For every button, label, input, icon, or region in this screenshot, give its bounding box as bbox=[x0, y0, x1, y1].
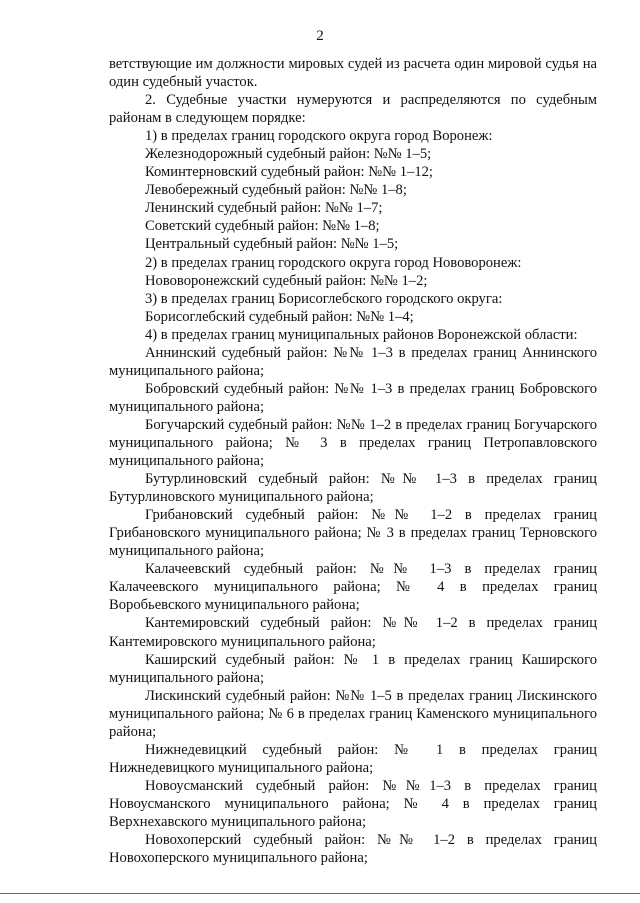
district-line: Советский судебный район: №№ 1–8; bbox=[145, 218, 380, 235]
district-paragraph: Кантемировский судебный район: №№ 1–2 в пределах границ Кантемировского муниципального района; bbox=[109, 615, 597, 650]
district-paragraph: Аннинский судебный район: №№ 1–3 в пределах границ Аннинского муниципального района; bbox=[109, 344, 597, 379]
municipal-heading: 4) в пределах границ муниципальных районов Воронежской области: bbox=[145, 326, 578, 343]
district-line: Левобережный судебный район: №№ 1–8; bbox=[145, 182, 407, 199]
district-paragraph: Бутурлиновский судебный район: №№ 1–3 в пределах границ Бутурлиновского муниципального района; bbox=[109, 471, 597, 506]
district-paragraph: Каширский судебный район: № 1 в пределах границ Каширского муниципального района; bbox=[109, 651, 597, 686]
district-line: Нововоронежский судебный район: №№ 1–2; bbox=[145, 272, 428, 289]
borisoglebsk-heading: 3) в пределах границ Борисоглебского городского округа: bbox=[145, 290, 503, 307]
district-line: Борисоглебский судебный район: №№ 1–4; bbox=[145, 308, 414, 325]
district-line: Ленинский судебный район: №№ 1–7; bbox=[145, 200, 383, 217]
district-paragraph: Богучарский судебный район: №№ 1–2 в пределах границ Богучарского муниципального района; № 3 в пределах границ Петропавловского муниципального района; bbox=[109, 416, 597, 470]
document-body bbox=[109, 55, 597, 867]
district-paragraph: Лискинский судебный район: №№ 1–5 в пределах границ Лискинского муниципального района; № 6 в пределах границ Каменского муниципального района; bbox=[109, 687, 597, 740]
district-paragraph: Новоусманский судебный район: №№1–3 в пределах границ Новоусманского муниципального района; № 4 в пределах границ Верхнехавского муниципального района; bbox=[109, 777, 597, 830]
district-line: Коминтерновский судебный район: №№ 1–12; bbox=[145, 164, 433, 181]
district-paragraph: Калачеевский судебный район: №№ 1–3 в пределах границ Калачеевского муниципального района; № 4 в пределах границ Воробьевского муниципального района; bbox=[109, 561, 597, 614]
district-paragraph: Нижнедевицкий судебный район: № 1 в пределах границ Нижнедевицкого муниципального района; bbox=[109, 741, 597, 776]
district-paragraph: Новохоперский судебный район: №№ 1–2 в пределах границ Новохоперского муниципального района; bbox=[109, 832, 597, 867]
district-paragraph: Грибановский судебный район: №№ 1–2 в пределах границ Грибановского муниципального района; № 3 в пределах границ Терновского муниципального района; bbox=[109, 507, 597, 560]
district-line: Центральный судебный район: №№ 1–5; bbox=[145, 236, 399, 253]
voronezh-heading: 1) в пределах границ городского округа город Воронеж: bbox=[145, 128, 493, 145]
page-number: 2 bbox=[316, 28, 324, 44]
novovoronezh-heading: 2) в пределах границ городского округа город Нововоронеж: bbox=[145, 254, 522, 271]
item-2-intro: 2. Судебные участки нумеруются и распределяются по судебным районам в следующем порядке: bbox=[109, 92, 597, 127]
district-line: Железнодорожный судебный район: №№ 1–5; bbox=[145, 146, 432, 163]
continuation-paragraph: ветствующие им должности мировых судей из расчета один мировой судья на один судебный участок. bbox=[109, 56, 597, 91]
scan-bottom-edge bbox=[0, 893, 640, 894]
district-paragraph: Бобровский судебный район: №№ 1–3 в пределах границ Бобровского муниципального района; bbox=[109, 380, 597, 415]
